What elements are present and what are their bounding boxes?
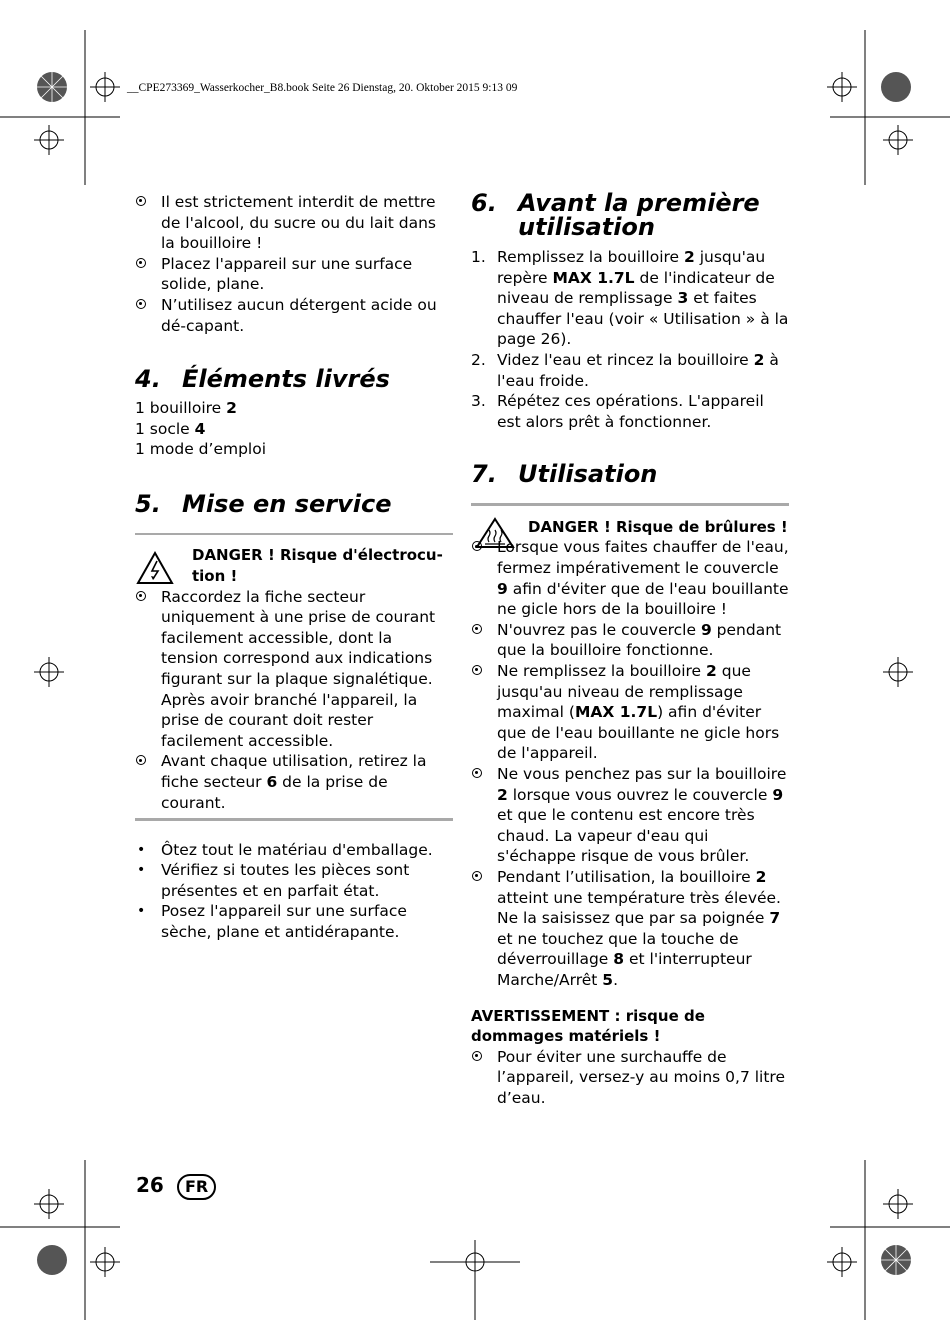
- electric-shock-warning-icon: [136, 551, 174, 585]
- list-item: Raccordez la fiche secteur uniquement à une prise de courant facilement accessible, dont la tension correspond aux indications figurant sur la plaque signalétique. Après avoir branché l'appareil, la prise de courant doit rester facilement accessible.: [135, 587, 453, 752]
- divider: [471, 503, 789, 506]
- bullet-icon: [472, 871, 482, 881]
- bullet-icon: [472, 624, 482, 634]
- danger-title: DANGER ! Risque d'électrocu- tion !: [192, 546, 443, 586]
- page-number: 26: [136, 1173, 164, 1197]
- setup-list: [135, 840, 453, 943]
- divider: [135, 533, 453, 536]
- warning-title: AVERTISSEMENT : risque de dommages matériels !: [471, 1006, 705, 1046]
- section-heading-4: 4. Éléments livrés: [135, 365, 390, 394]
- bullet-icon: [136, 196, 146, 206]
- list-item: 3. Répétez ces opérations. L'appareil est alors prêt à fonctionner.: [471, 392, 764, 431]
- right-column: [471, 191, 789, 1108]
- list-item: Pour éviter une surchauffe de l’appareil, versez-y au moins 0,7 litre d’eau.: [471, 1047, 789, 1109]
- danger-box: [471, 517, 789, 991]
- list-item: • Posez l'appareil sur une surface sèche, plane et antidérapante.: [137, 902, 407, 942]
- list-item: 2. Videz l'eau et rincez la bouilloire 2 à l'eau froide.: [471, 350, 779, 390]
- left-column: [135, 192, 453, 943]
- bullet-dot-icon: •: [137, 862, 146, 879]
- bullet-icon: [136, 299, 146, 309]
- list-item: Ne vous penchez pas sur la bouilloire 2 lorsque vous ouvrez le couvercle 9 et que le contenu est encore très chaud. La vapeur d'eau qui s'échappe risque de vous brûler.: [471, 764, 789, 867]
- bullet-icon: [472, 1051, 482, 1061]
- section-heading-7: 7. Utilisation: [471, 460, 658, 489]
- list-item: Placez l'appareil sur une surface solide, plane.: [135, 254, 453, 295]
- list-item: Il est strictement interdit de mettre de l'alcool, du sucre ou du lait dans la bouilloire !: [135, 192, 453, 254]
- bullet-icon: [136, 755, 146, 765]
- contents-list: [135, 398, 453, 460]
- list-item: Ne remplissez la bouilloire 2 que jusqu'au niveau de remplissage maximal (MAX 1.7L) afin d'éviter que de l'eau bouillante ne gicle hors de l'appareil.: [471, 661, 789, 764]
- list-item: Avant chaque utilisation, retirez la fiche secteur 6 de la prise de courant.: [135, 751, 453, 813]
- bullet-dot-icon: •: [137, 903, 146, 920]
- danger-title: DANGER ! Risque de brûlures !: [528, 517, 788, 536]
- bullet-icon: [472, 665, 482, 675]
- bullet-icon: [472, 541, 482, 551]
- list-item: 1. Remplissez la bouilloire 2 jusqu'au repère MAX 1.7L de l'indicateur de niveau de remplissage 3 et faites chauffer l'eau (voir « Utilisation » à la page 26).: [471, 248, 789, 349]
- language-badge: FR: [177, 1174, 216, 1200]
- bullet-icon: [136, 591, 146, 601]
- section-heading-6: 6. Avant la première utilisation: [471, 189, 760, 241]
- list-item: N'ouvrez pas le couvercle 9 pendant que la bouilloire fonctionne.: [471, 620, 789, 661]
- danger-box: [135, 545, 453, 813]
- list-item: Pendant l’utilisation, la bouilloire 2 atteint une température très élevée. Ne la saisissez que par sa poignée 7 et ne touchez que la touche de déverrouillage 8 et l'interrupteur Marche/Arrêt 5.: [471, 867, 789, 991]
- bullet-icon: [136, 258, 146, 268]
- list-item: 1 mode d’emploi: [135, 440, 267, 459]
- bullet-icon: [472, 768, 482, 778]
- list-item: • Vérifiez si toutes les pièces sont présentes et en parfait état.: [137, 861, 410, 900]
- print-file-header: __CPE273369_Wasserkocher_B8.book Seite 26 Dienstag, 20. Oktober 2015 9:13 09: [127, 82, 518, 94]
- list-item: N’utilisez aucun détergent acide ou dé-capant.: [135, 295, 453, 336]
- list-item: 1 socle 4: [135, 419, 206, 438]
- first-use-steps: [471, 247, 789, 432]
- bullet-dot-icon: •: [137, 841, 146, 858]
- page-footer: [136, 1173, 216, 1200]
- divider: [135, 818, 453, 821]
- list-item: • Ôtez tout le matériau d'emballage.: [137, 840, 433, 859]
- section-heading-5: 5. Mise en service: [135, 489, 392, 518]
- list-item: Lorsque vous faites chauffer de l'eau, fermez impérativement le couvercle 9 afin d'éviter que de l'eau bouillante ne gicle hors de la bouilloire !: [471, 537, 789, 619]
- list-item: 1 bouilloire 2: [135, 399, 237, 418]
